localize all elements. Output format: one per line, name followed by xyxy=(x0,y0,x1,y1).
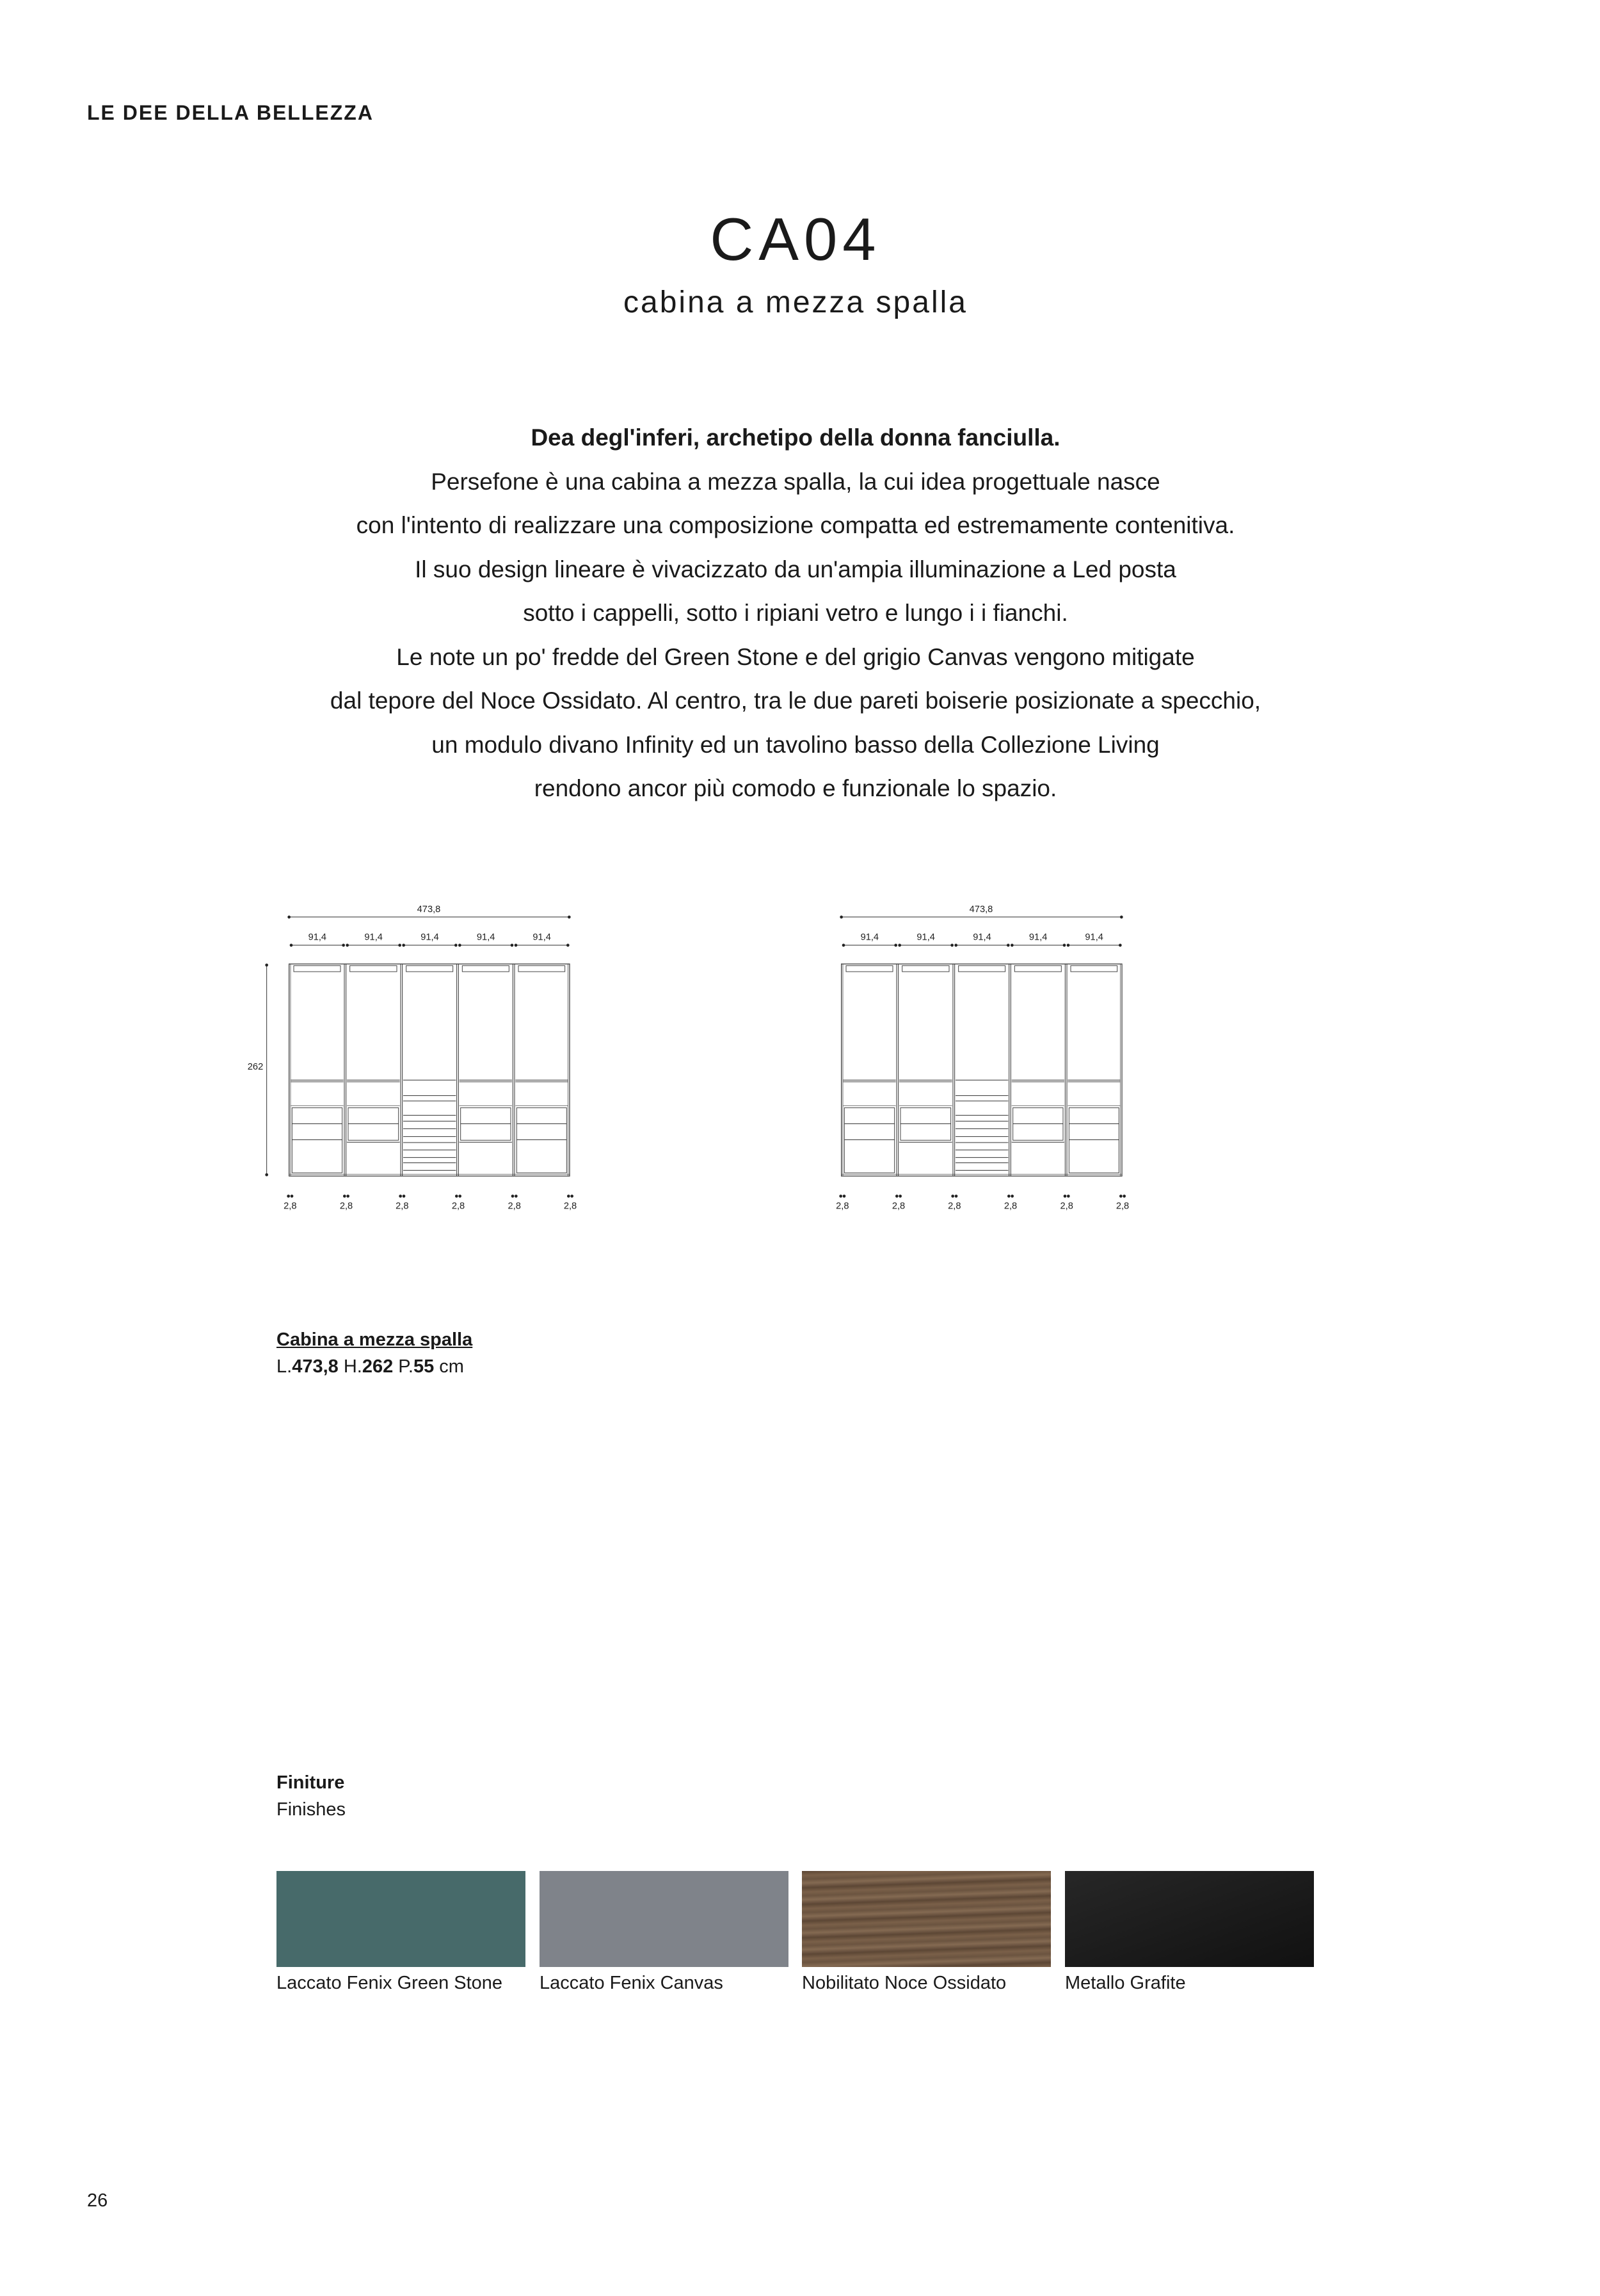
description xyxy=(0,416,1591,811)
caption-title: Cabina a mezza spalla xyxy=(276,1329,473,1350)
hanging-rail xyxy=(518,966,565,972)
side-thickness-label: 2,8 xyxy=(892,1201,906,1212)
description-line: Il suo design lineare è vivacizzato da un'ampia illuminazione a Led posta xyxy=(415,556,1176,582)
description-line: un modulo divano Infinity ed un tavolino basso della Collezione Living xyxy=(431,731,1160,758)
dimension-dot xyxy=(1067,1194,1070,1198)
product-caption xyxy=(276,1326,472,1380)
description-line: sotto i cappelli, sotto i ripiani vetro e lungo i i fianchi. xyxy=(523,600,1068,626)
dimension-dot xyxy=(265,1173,268,1176)
dimension-dot xyxy=(515,1194,518,1198)
side-thickness-label: 2,8 xyxy=(836,1201,849,1212)
hanging-rail xyxy=(406,966,453,972)
dim-l-prefix: L. xyxy=(276,1356,292,1377)
hanging-rail xyxy=(294,966,340,972)
swatch-canvas xyxy=(540,1871,788,1967)
module-width-label: 91,4 xyxy=(916,932,935,943)
module-width-label: 91,4 xyxy=(532,932,551,943)
wardrobe-drawing-left xyxy=(243,883,768,1267)
swatch-label: Laccato Fenix Green Stone xyxy=(276,1973,503,1993)
wardrobe-frame xyxy=(289,964,570,1176)
module-width-label: 91,4 xyxy=(476,932,495,943)
dimension-dot xyxy=(1011,1194,1014,1198)
drawer-block xyxy=(292,1108,342,1173)
wardrobe-frame xyxy=(842,964,1122,1176)
swatch-label: Nobilitato Noce Ossidato xyxy=(802,1973,1007,1993)
dimension-dot xyxy=(458,943,461,947)
side-thickness-label: 2,8 xyxy=(1116,1201,1130,1212)
module-width-label: 91,4 xyxy=(860,932,879,943)
wardrobe-drawing-right xyxy=(796,883,1320,1267)
side-thickness-label: 2,8 xyxy=(339,1201,353,1212)
side-thickness-label: 2,8 xyxy=(1004,1201,1018,1212)
dimension-dot xyxy=(403,1194,406,1198)
dimension-dot xyxy=(342,943,345,947)
description-line: con l'intento di realizzare una composizione compatta ed estremamente contenitiva. xyxy=(356,512,1235,538)
module-width-label: 91,4 xyxy=(420,932,439,943)
dimension-dot xyxy=(398,943,401,947)
dim-p-prefix: P. xyxy=(393,1356,413,1377)
dimension-dot xyxy=(265,963,268,967)
dimension-dot xyxy=(843,1194,846,1198)
dimension-dot xyxy=(954,943,957,947)
dim-l-value: 473,8 xyxy=(292,1356,339,1377)
swatch-label: Metallo Grafite xyxy=(1065,1973,1186,1993)
caption-dimensions xyxy=(276,1353,472,1380)
dimension-dot xyxy=(454,943,458,947)
dimension-dot xyxy=(399,1194,402,1198)
total-width-label: 473,8 xyxy=(969,904,993,915)
dimension-dot xyxy=(458,1194,461,1198)
dimension-dot xyxy=(291,1194,294,1198)
dimension-dot xyxy=(898,943,901,947)
dimension-dot xyxy=(343,1194,346,1198)
product-subtitle: cabina a mezza spalla xyxy=(623,285,968,319)
dimension-dot xyxy=(839,1194,842,1198)
description-line: rendono ancor più comodo e funzionale lo spazio. xyxy=(534,775,1057,801)
finishes-heading xyxy=(276,1769,346,1823)
swatch-green-stone xyxy=(276,1871,525,1967)
side-thickness-label: 2,8 xyxy=(948,1201,961,1212)
dimension-dot xyxy=(950,943,954,947)
dimension-dot xyxy=(1064,1194,1067,1198)
dimension-dot xyxy=(402,943,405,947)
dimension-dot xyxy=(951,1194,954,1198)
dim-unit: cm xyxy=(434,1356,464,1377)
description-lead: Dea degl'inferi, archetipo della donna fanciulla. xyxy=(531,424,1060,451)
description-line: Le note un po' fredde del Green Stone e del grigio Canvas vengono mitigate xyxy=(396,643,1195,670)
hanging-rail xyxy=(462,966,509,972)
dimension-dot xyxy=(1007,943,1010,947)
dimension-dot xyxy=(840,915,843,919)
dimension-dot xyxy=(1119,943,1122,947)
dimension-dot xyxy=(515,943,518,947)
hanging-rail xyxy=(1014,966,1061,972)
dim-h-prefix: H. xyxy=(338,1356,362,1377)
dimension-dot xyxy=(570,1194,573,1198)
swatch-metallo-grafite xyxy=(1065,1871,1314,1967)
brand-header: LE DEE DELLA BELLEZZA xyxy=(87,101,374,124)
module-width-label: 91,4 xyxy=(364,932,383,943)
dimension-dot xyxy=(899,1194,902,1198)
swatch-noce-ossidato xyxy=(802,1871,1051,1967)
dimension-dot xyxy=(1067,943,1070,947)
dimension-dot xyxy=(1007,1194,1011,1198)
dimension-dot xyxy=(287,915,291,919)
dimension-dot xyxy=(290,943,293,947)
side-thickness-label: 2,8 xyxy=(451,1201,465,1212)
drawer-block xyxy=(1069,1108,1119,1173)
module-width-label: 91,4 xyxy=(1085,932,1103,943)
hanging-rail xyxy=(959,966,1005,972)
dimension-dot xyxy=(842,943,845,947)
module-width-label: 91,4 xyxy=(1028,932,1048,943)
side-thickness-label: 2,8 xyxy=(396,1201,409,1212)
height-label: 262 xyxy=(247,1062,264,1072)
description-line: dal tepore del Noce Ossidato. Al centro, tra le due pareti boiserie posizionate a specchio, xyxy=(330,687,1261,714)
dimension-dot xyxy=(955,1194,958,1198)
dimension-dot xyxy=(511,1194,515,1198)
side-thickness-label: 2,8 xyxy=(508,1201,521,1212)
dimension-dot xyxy=(511,943,514,947)
dimension-dot xyxy=(1063,943,1066,947)
dimension-dot xyxy=(566,943,570,947)
drawer-block xyxy=(516,1108,566,1173)
drawer-block xyxy=(844,1108,894,1173)
finishes-title-en: Finishes xyxy=(276,1799,346,1820)
side-thickness-label: 2,8 xyxy=(1060,1201,1073,1212)
dimension-dot xyxy=(1123,1194,1126,1198)
dim-p-value: 55 xyxy=(413,1356,435,1377)
side-thickness-label: 2,8 xyxy=(563,1201,577,1212)
module-width-label: 91,4 xyxy=(973,932,991,943)
dimension-dot xyxy=(455,1194,458,1198)
page-number: 26 xyxy=(87,2190,108,2211)
dimension-dot xyxy=(1119,1194,1123,1198)
hanging-rail xyxy=(846,966,893,972)
dim-h-value: 262 xyxy=(362,1356,394,1377)
product-code: CA04 xyxy=(710,205,881,273)
dimension-dot xyxy=(568,915,571,919)
dimension-dot xyxy=(894,943,897,947)
module-width-label: 91,4 xyxy=(308,932,327,943)
finishes-title: Finiture xyxy=(276,1772,345,1793)
description-line: Persefone è una cabina a mezza spalla, la cui idea progettuale nasce xyxy=(431,468,1160,495)
side-thickness-label: 2,8 xyxy=(284,1201,297,1212)
hanging-rail xyxy=(350,966,397,972)
dimension-dot xyxy=(346,943,349,947)
dimension-dot xyxy=(1011,943,1014,947)
dimension-dot xyxy=(895,1194,899,1198)
dimension-dot xyxy=(287,1194,290,1198)
total-width-label: 473,8 xyxy=(417,904,441,915)
hanging-rail xyxy=(902,966,949,972)
dimension-dot xyxy=(1120,915,1123,919)
hanging-rail xyxy=(1071,966,1117,972)
dimension-dot xyxy=(567,1194,570,1198)
dimension-dot xyxy=(346,1194,349,1198)
swatch-label: Laccato Fenix Canvas xyxy=(540,1973,723,1993)
